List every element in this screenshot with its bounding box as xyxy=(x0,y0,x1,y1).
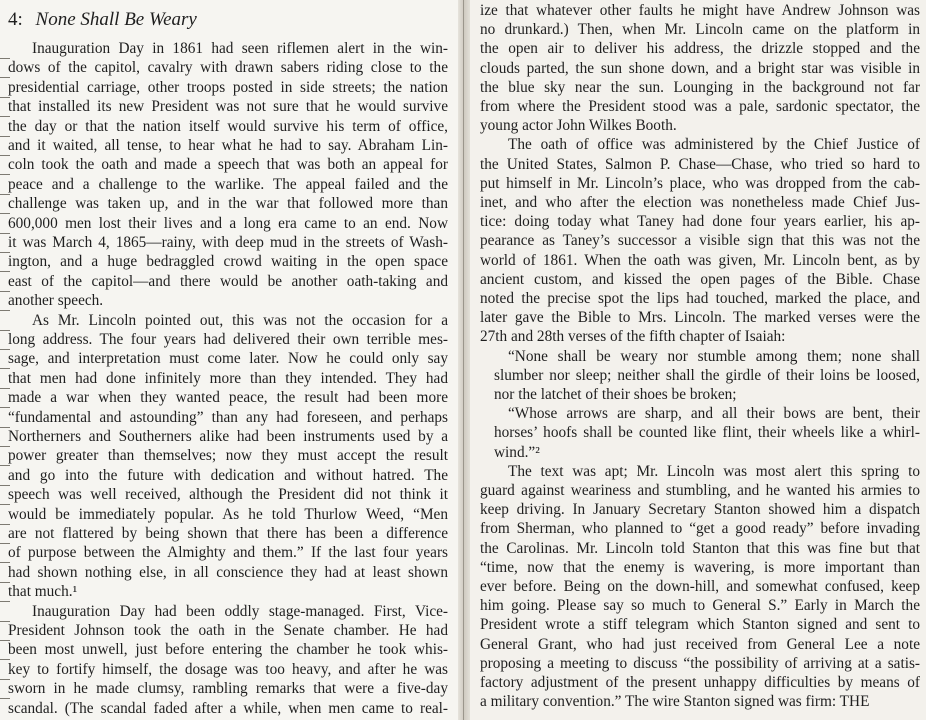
text-line: “None shall be weary nor stumble among them; none shall xyxy=(508,347,920,365)
text-line: The oath of office was administered by the Chief Justice of xyxy=(508,136,920,154)
text-line: had shown nothing else, in all conscience they had at least shown xyxy=(8,563,448,581)
margin-mark xyxy=(0,174,10,175)
text-line: the United States, Salmon P. Chase—Chase, who tried so hard to xyxy=(480,155,920,173)
text-line: wind.”² xyxy=(494,443,540,461)
margin-mark xyxy=(0,213,10,214)
margin-mark xyxy=(0,388,10,389)
text-line: “fundamental and astounding” than any had foreseen, and perhaps xyxy=(8,408,448,426)
text-line: the Carolinas. Mr. Lincoln told Stanton that this was fine but that xyxy=(480,539,920,557)
margin-mark xyxy=(0,582,10,583)
page-header xyxy=(8,9,197,31)
margin-mark xyxy=(0,601,10,602)
margin-mark xyxy=(0,698,10,699)
text-line: a military convention.” The wire Stanton signed was firm: THE xyxy=(480,693,870,711)
text-line: Inauguration Day had been oddly stage-managed. First, Vice- xyxy=(32,602,448,620)
text-line: 27th and 28th verses of the fifth chapter of Isaiah: xyxy=(480,328,786,346)
text-line: been most unwell, just before entering the chamber he took whis- xyxy=(8,641,448,659)
text-line: challenge was taken up, and in the war that followed more than xyxy=(8,195,448,213)
book-gutter xyxy=(458,0,470,720)
text-line: the blue sky near the sun. Lounging in the background not far xyxy=(480,78,920,96)
text-line: from Sherman, who planned to “get a good ready” before invading xyxy=(480,520,920,538)
text-line: no drunkard.) Then, when Mr. Lincoln came on the platform in xyxy=(480,21,920,39)
text-line: ize that whatever other faults he might have Andrew Johnson was xyxy=(480,2,920,19)
text-line: ever before. Being on the down-hill, and somewhat confused, keep xyxy=(480,578,920,595)
text-line: proposing a meeting to discuss “the possibility of arriving at a satis- xyxy=(480,654,920,672)
margin-mark xyxy=(0,543,10,544)
text-line: factory adjustment of the present unhappy difficulties by means of xyxy=(480,674,920,691)
text-line: the open air to deliver his address, the drizzle stopped and the xyxy=(480,40,920,58)
text-line: coln took the oath and made a speech that was both an appeal for xyxy=(8,156,448,174)
text-line: are not flattered by being shown that there has been a difference xyxy=(8,525,448,542)
margin-mark xyxy=(0,233,10,234)
text-line: and it waited, all tense, to hear what he had to say. Abraham Lin- xyxy=(8,137,448,154)
text-line: and go into the future with dedication and without hatred. The xyxy=(8,466,448,484)
text-line: clouds parted, the sun shone down, and a bright star was visible in xyxy=(480,59,920,77)
margin-mark xyxy=(0,407,10,408)
page-number: 4: xyxy=(8,9,23,30)
margin-mark xyxy=(0,504,10,505)
text-line: ancient custom, and kissed the open pages of the Bible. Chase xyxy=(480,270,920,288)
text-line: that men had done infinitely more than they intended. They had xyxy=(8,369,448,387)
margin-mark xyxy=(0,349,10,350)
text-line: sage, and interpretation must come later. Now he could only say xyxy=(8,350,448,368)
text-line: the day or that the nation itself would survive his term of office, xyxy=(8,117,448,135)
text-line: that much.¹ xyxy=(8,583,78,601)
text-line: presidential carriage, other troops posted in side streets; the nation xyxy=(8,78,448,96)
text-line: nor the latchet of their shoes be broken; xyxy=(494,386,737,403)
text-line: “Whose arrows are sharp, and all their bows are bent, their xyxy=(508,405,920,423)
margin-mark xyxy=(0,97,10,98)
margin-mark xyxy=(0,252,10,253)
text-line: would be immediately popular. As he told Thurlow Weed, “Men xyxy=(8,505,448,523)
text-line: Northerners and Southerners alike had been instruments used by a xyxy=(8,428,448,445)
text-line: peace and a challenge to the warlike. The appeal failed and the xyxy=(8,175,448,193)
text-line: Inauguration Day in 1861 had seen riflemen alert in the win- xyxy=(32,40,448,57)
margin-mark xyxy=(0,640,10,641)
text-line: The text was apt; Mr. Lincoln was most alert this spring to xyxy=(508,462,920,480)
text-line: “time, now that the enemy is wavering, is more important than xyxy=(480,558,920,576)
text-line: another speech. xyxy=(8,292,104,310)
margin-mark xyxy=(0,485,10,486)
text-line: inet, and who after the election was nonetheless made Chief Jus- xyxy=(480,194,920,211)
chapter-title: None Shall Be Weary xyxy=(35,9,197,30)
text-line: guard against weariness and stumbling, and he wanted his armies to xyxy=(480,482,920,499)
text-line: young actor John Wilkes Booth. xyxy=(480,117,677,135)
text-line: him going. Please say so much to General S.” Early in March the xyxy=(480,597,920,615)
text-line: of purpose between the Almighty and them.” If the last four years xyxy=(8,544,448,562)
text-line: President Johnson took the oath in the Senate chamber. He had xyxy=(8,622,448,639)
margin-mark xyxy=(0,291,10,292)
margin-mark xyxy=(0,465,10,466)
text-line: put himself in Mr. Lincoln’s place, who was dropped from the cab- xyxy=(480,174,920,192)
margin-mark xyxy=(0,427,10,428)
text-line: tice: doing today what Taney had done four years earlier, his ap- xyxy=(480,213,920,231)
text-line: 600,000 men lost their lives and a long era came to an end. Now xyxy=(8,214,448,232)
text-line: world of 1861. When the oath was given, Mr. Lincoln bent, as by xyxy=(480,251,920,269)
margin-mark xyxy=(0,155,10,156)
text-line: long address. The four years had delivered their own terrible mes- xyxy=(8,331,448,348)
text-line: from where the President stood was a pale, sardonic spectator, the xyxy=(480,98,920,115)
margin-mark xyxy=(0,621,10,622)
text-line: keep driving. In January Secretary Stanton showed him a dispatch xyxy=(480,501,920,519)
text-line: slumber nor sleep; neither shall the girdle of their loins be loosed, xyxy=(494,366,920,384)
margin-mark xyxy=(0,116,10,117)
text-line: ington, and a huge bedraggled crowd waiting in the open space xyxy=(8,253,448,271)
text-line: dows of the capitol, cavalry with drawn sabers riding close to the xyxy=(8,59,448,77)
margin-mark xyxy=(0,562,10,563)
margin-mark xyxy=(0,330,10,331)
right-page xyxy=(466,0,926,720)
margin-mark xyxy=(0,77,10,78)
margin-mark xyxy=(0,679,10,680)
text-line: sworn in he made clumsy, rambling remarks that were a five-day xyxy=(8,680,448,698)
text-line: key to fortify himself, the dosage was too heavy, and after he was xyxy=(8,660,448,678)
text-line: horses’ hoofs shall be counted like flint, their wheels like a whirl- xyxy=(494,424,920,442)
text-line: later gave the Bible to Mrs. Lincoln. The marked verses were the xyxy=(480,309,920,327)
margin-mark xyxy=(0,310,10,311)
text-line: it was March 4, 1865—rainy, with deep mud in the streets of Wash- xyxy=(8,234,448,251)
text-line: As Mr. Lincoln pointed out, this was not the occasion for a xyxy=(32,311,448,329)
text-line: General Grant, who had just received from General Lee a note xyxy=(480,635,920,653)
text-line: speech was well received, although the President did not think it xyxy=(8,486,448,504)
margin-mark xyxy=(0,446,10,447)
text-line: noted the precise spot the lips had touched, marked the place, and xyxy=(480,290,920,307)
text-line: east of the capitol—and there would be another oath-taking and xyxy=(8,272,448,290)
margin-mark xyxy=(0,194,10,195)
margin-mark xyxy=(0,136,10,137)
margin-mark xyxy=(0,271,10,272)
margin-mark xyxy=(0,659,10,660)
text-line: power greater than themselves; now they must accept the result xyxy=(8,447,448,465)
margin-mark xyxy=(0,524,10,525)
left-page xyxy=(0,0,462,720)
text-line: scandal. (The scandal faded after a while, when men came to real- xyxy=(8,699,448,717)
text-line: pearance as Taney’s successor a visible sign that this was not the xyxy=(480,232,920,250)
text-line: made a war when they wanted peace, the result had been more xyxy=(8,389,448,407)
margin-mark xyxy=(0,368,10,369)
text-line: that installed its new President was not sure that he would survive xyxy=(8,98,448,116)
margin-mark xyxy=(0,58,10,59)
text-line: President wrote a stiff telegram which Stanton signed and sent to xyxy=(480,616,920,634)
